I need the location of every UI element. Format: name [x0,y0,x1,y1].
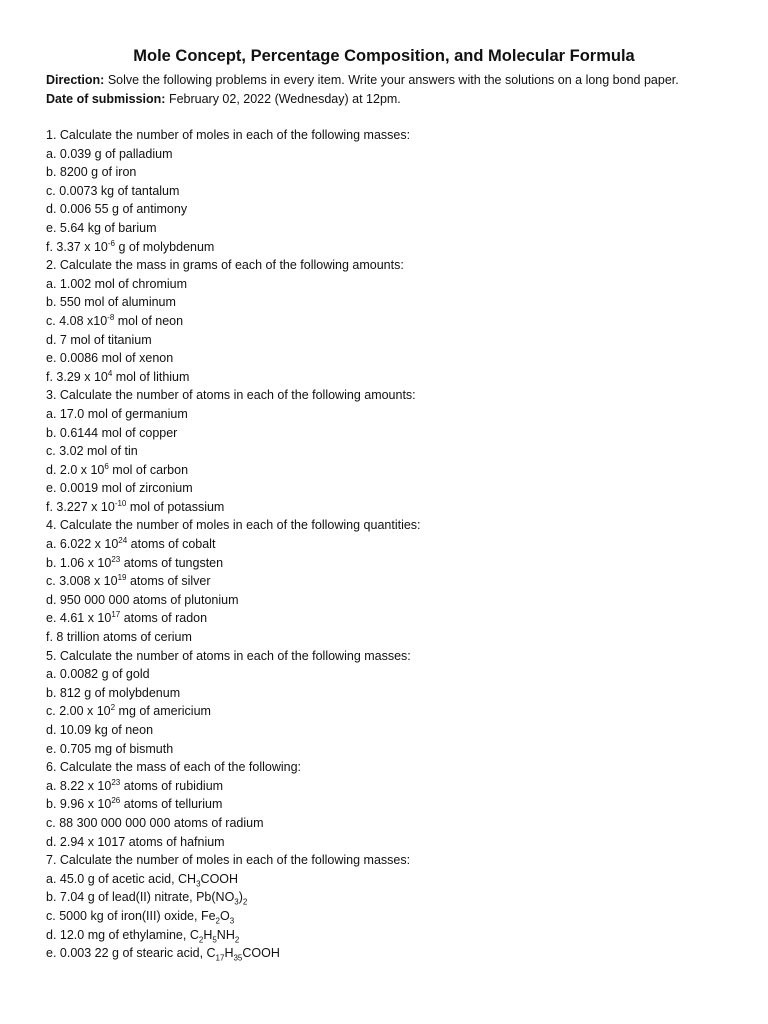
problem-item: b. 8200 g of iron [46,165,137,180]
problem-item: e. 0.0019 mol of zirconium [46,481,193,496]
problem-item: d. 12.0 mg of ethylamine, $C_2H_5NH_2$ [46,927,240,945]
problem-item: a. 17.0 mol of germanium [46,406,188,421]
problem-heading: 2. Calculate the mass in grams of each of the following amounts: [46,258,404,273]
date-text: February 02, 2022 (Wednesday) at 12pm. [165,91,401,106]
problem-item: d. 10.09 kg of neon [46,723,154,737]
problem-item: e. 5.64 kg of barium [46,220,157,235]
problem-item: a. 45.0 g of acetic acid, $CH_3COOH$ [46,871,239,889]
direction-label: Direction: [46,73,105,87]
problem-item: f. 3.227 x $10^{-10}$ mol of potassium [46,498,225,514]
problem-item: e. 0.0086 mol of xenon [46,351,174,366]
problem-item: c. 5000 kg of iron(III) oxide, $Fe_2O_3$ [46,908,235,926]
problem-list [46,126,746,963]
problem-item: f. 8 trillion atoms of cerium [46,630,192,645]
problem-heading: 7. Calculate the number of moles in each of the following masses: [46,853,411,868]
problem-item: b. 812 g of molybdenum [46,685,181,700]
problem-item: c. 2.00 x $10^2$ mg of americium [46,703,211,719]
problem-item: f. 3.29 x $10^4$ mol of lithium [46,368,190,384]
document-title: Mole Concept, Percentage Composition, and Molecular Formula [133,47,635,65]
problem-item: b. 0.6144 mol of copper [46,425,178,440]
problem-item: a. 0.039 g of palladium [46,146,173,161]
problem-item: c. 3.02 mol of tin [46,444,138,459]
document-header [46,71,746,108]
problem-heading: 4. Calculate the number of moles in each of the following quantities: [46,518,421,533]
problem-item: e. 0.003 22 g of stearic acid, $C_{17}H_{35}COOH$ [46,946,280,963]
problem-item: a. 8.22 x $10^{23}$ atoms of rubidium [46,777,224,793]
direction-text: Solve the following problems in every item. Write your answers with the solutions on a long bond paper. [104,73,679,87]
problem-heading: 5. Calculate the number of atoms in each of the following masses: [46,648,411,663]
direction-line [46,71,746,90]
problem-item: d. 950 000 000 atoms of plutonium [46,592,239,607]
problem-heading: 6. Calculate the mass of each of the following: [46,760,302,775]
problem-item: b. 1.06 x $10^{23}$ atoms of tungsten [46,554,224,570]
problem-item: c. 88 300 000 000 000 atoms of radium [46,815,264,830]
problem-item: d. 2.94 x 1017 atoms of hafnium [46,834,225,849]
date-label: Date of submission: [46,91,166,106]
problem-heading: 3. Calculate the number of atoms in each of the following amounts: [46,388,416,403]
problem-item: d. 2.0 x $10^6$ mol of carbon [46,461,189,477]
problem-item: e. 4.61 x $10^{17}$ atoms of radon [46,610,208,626]
problem-heading: 1. Calculate the number of moles in each of the following masses: [46,128,411,142]
problem-item: a. 1.002 mol of chromium [46,276,188,291]
problem-item: c. 3.008 x $10^{19}$ atoms of silver [46,573,211,589]
problem-item: c. 0.0073 kg of tantalum [46,183,180,198]
problem-item: f. 3.37 x $10^{-6}$ g of molybdenum [46,238,215,254]
problem-item: a. 0.0082 g of gold [46,667,150,682]
problem-item: e. 0.705 mg of bismuth [46,741,174,756]
problem-item: b. 7.04 g of lead(II) nitrate, $Pb(NO_3)_2$ [46,890,248,907]
date-line [46,90,746,109]
problem-item: a. 6.022 x $10^{24}$ atoms of cobalt [46,535,216,552]
problem-item: b. 550 mol of aluminum [46,295,176,310]
problem-item: d. 0.006 55 g of antimony [46,202,188,217]
problem-item: d. 7 mol of titanium [46,332,152,347]
problem-item: b. 9.96 x $10^{26}$ atoms of tellurium [46,796,223,812]
problem-item: c. 4.08 $x10^{-8}$ mol of neon [46,312,184,328]
